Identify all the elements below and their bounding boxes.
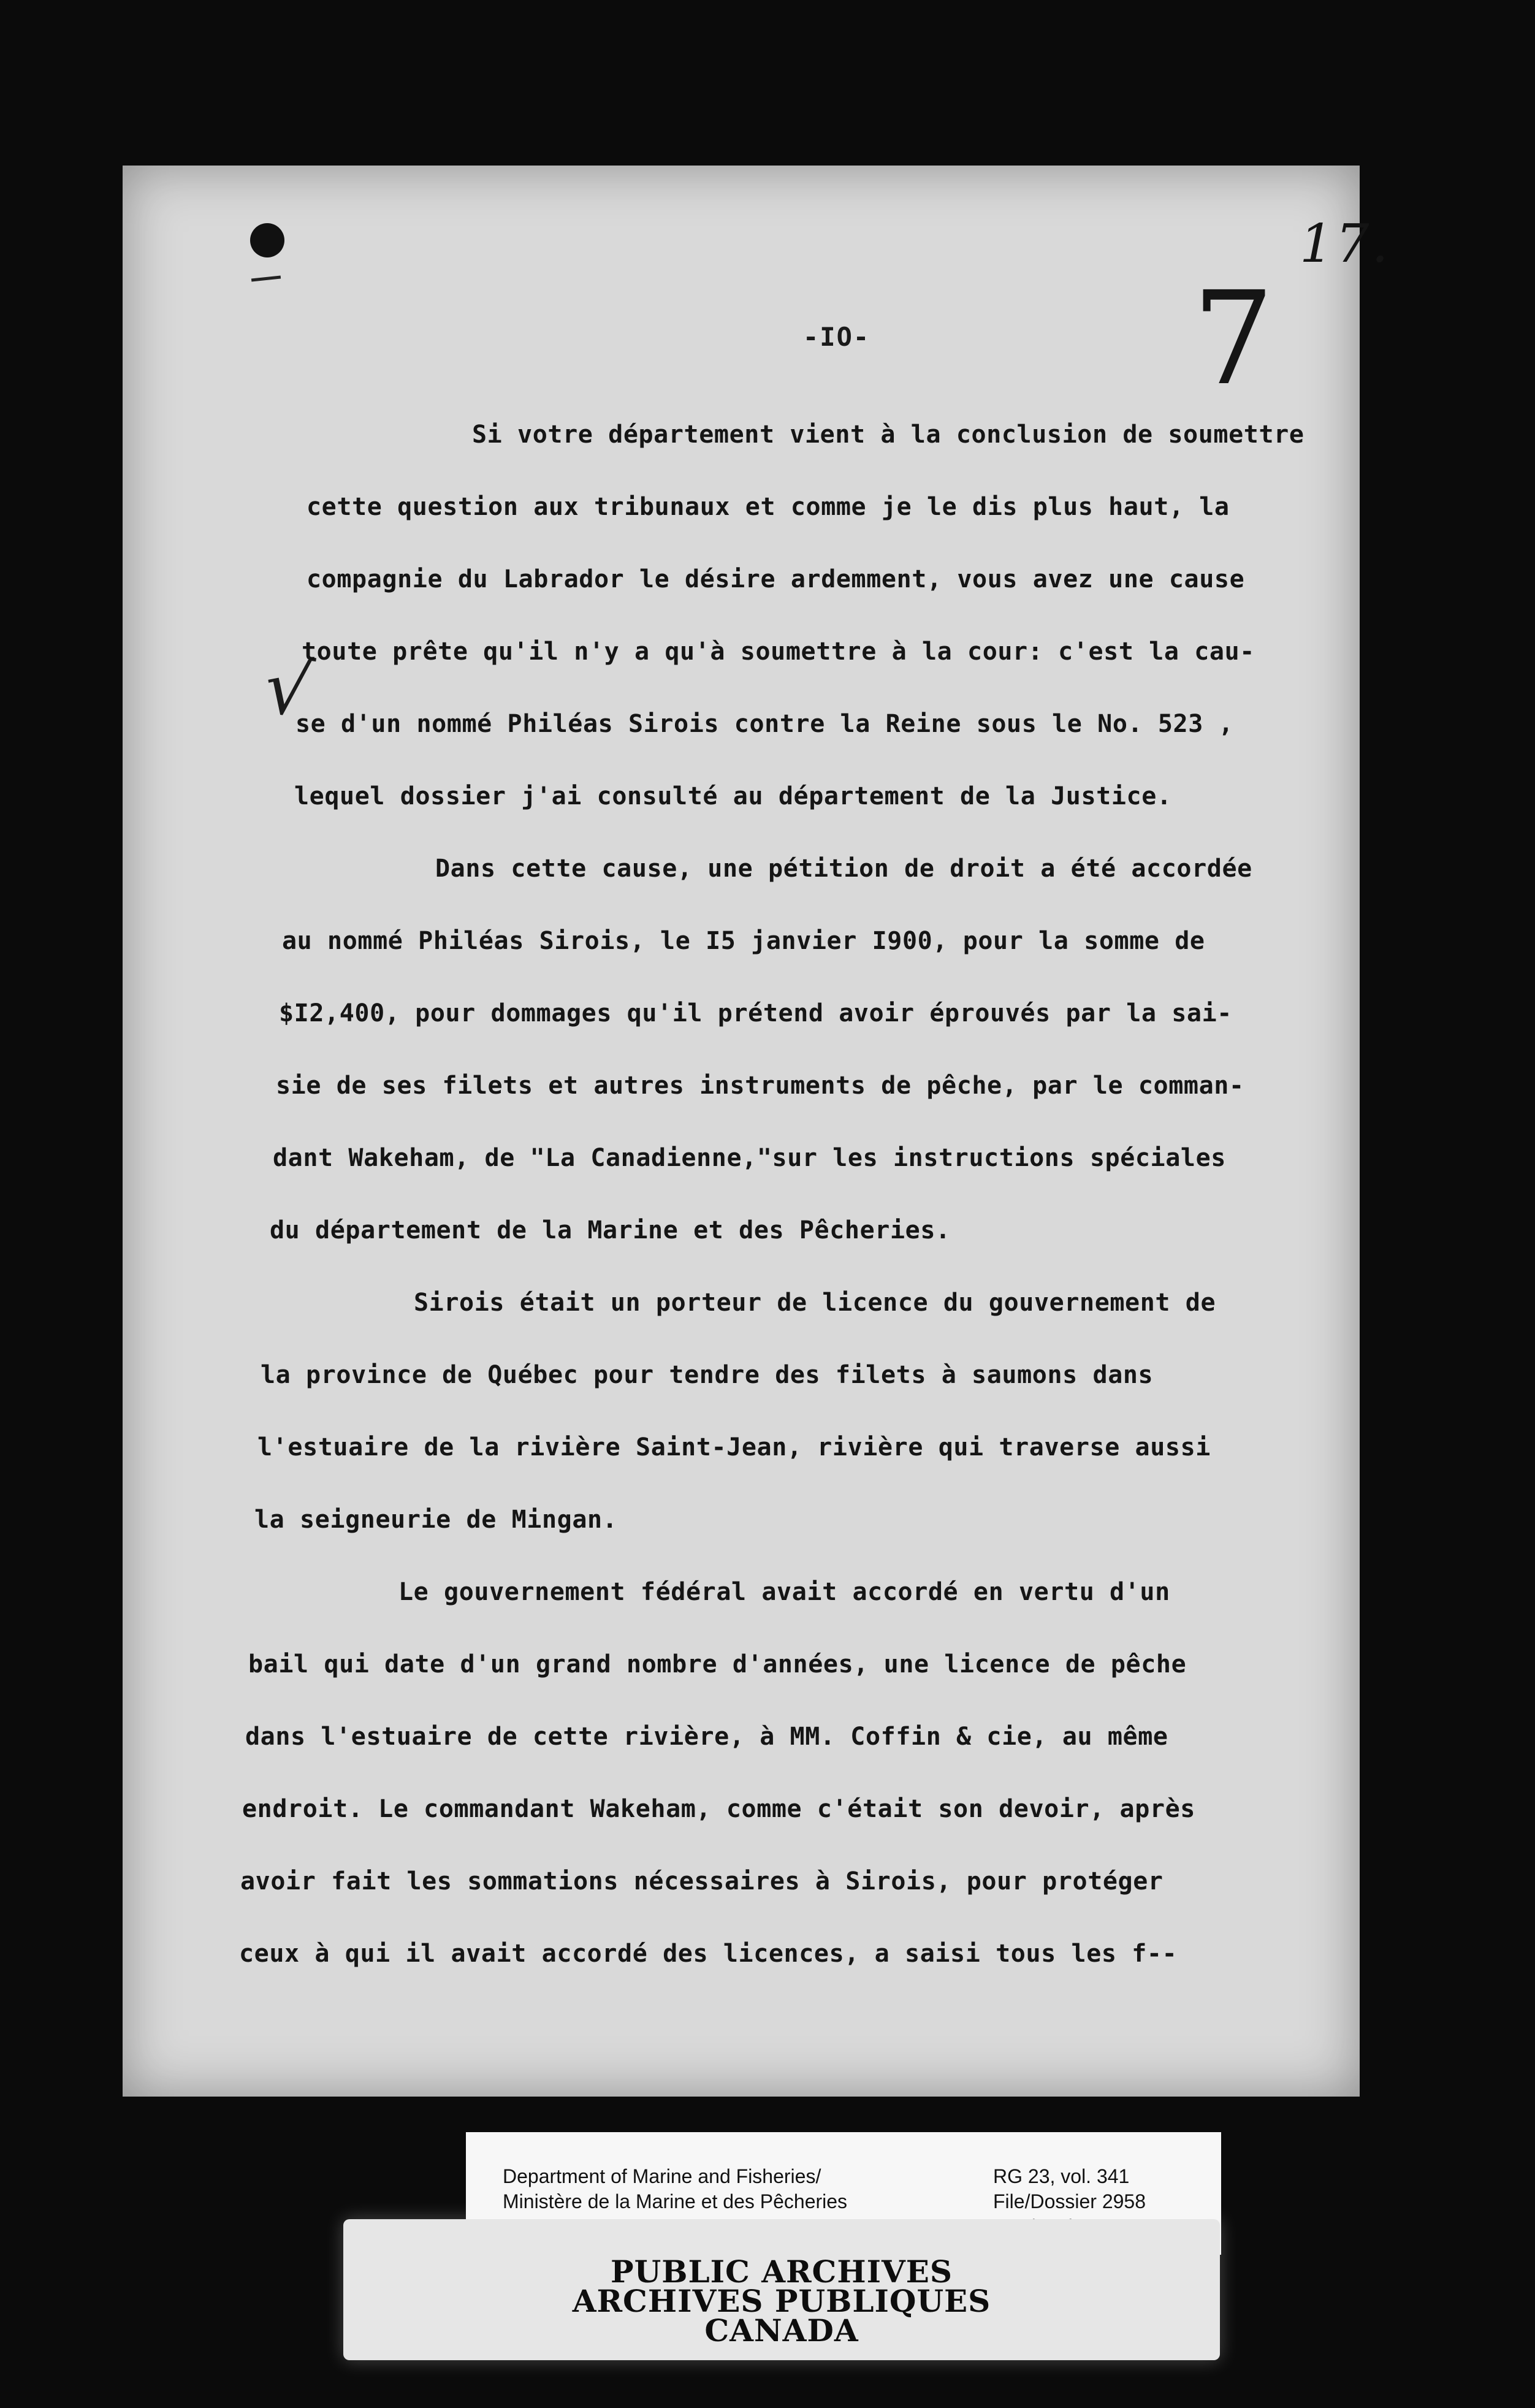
folio-number: 17. xyxy=(1300,213,1391,275)
text-line: endroit. Le commandant Wakeham, comme c'était son devoir, après xyxy=(242,1795,1195,1823)
text-line: au nommé Philéas Sirois, le I5 janvier I900, pour la somme de xyxy=(282,927,1205,955)
file-number: File/Dossier 2958 xyxy=(993,2190,1146,2212)
record-group: RG 23, vol. 341 xyxy=(993,2165,1130,2187)
text-line: avoir fait les sommations nécessaires à Sirois, pour protéger xyxy=(240,1867,1164,1896)
text-line: la seigneurie de Mingan. xyxy=(254,1506,618,1534)
check-mark-icon: √ xyxy=(259,644,318,735)
document-page xyxy=(123,166,1391,2097)
department-french: Ministère de la Marine et des Pêcheries xyxy=(503,2190,848,2212)
stamp-line-2: ARCHIVES PUBLIQUES xyxy=(572,2283,991,2319)
text-line: se d'un nommé Philéas Sirois contre la Reine sous le No. 523 , xyxy=(295,710,1234,738)
text-line: Sirois était un porteur de licence du gouvernement de xyxy=(414,1289,1216,1317)
department-english: Department of Marine and Fisheries/ xyxy=(503,2165,821,2187)
text-line: compagnie du Labrador le désire ardemment, vous avez une cause xyxy=(307,565,1245,593)
label-department xyxy=(503,2164,847,2214)
text-line: ceux à qui il avait accordé des licences, a saisi tous les f-- xyxy=(239,1940,1178,1968)
text-line: Le gouvernement fédéral avait accordé en vertu d'un xyxy=(398,1578,1170,1606)
text-line: dant Wakeham, de "La Canadienne,"sur les instructions spéciales xyxy=(273,1144,1226,1172)
stamp-line-1: PUBLIC ARCHIVES xyxy=(611,2254,953,2290)
page-number: -IO- xyxy=(803,322,870,352)
text-line: lequel dossier j'ai consulté au département de la Justice. xyxy=(294,782,1172,810)
margin-dash xyxy=(251,276,281,282)
text-line: Si votre département vient à la conclusion de soumettre xyxy=(472,421,1305,449)
text-line: toute prête qu'il n'y a qu'à soumettre à la cour: c'est la cau- xyxy=(302,638,1255,666)
text-line: $I2,400, pour dommages qu'il prétend avoir éprouvés par la sai- xyxy=(279,999,1232,1027)
punch-hole xyxy=(250,223,284,257)
handwritten-mark: 7 xyxy=(1192,264,1274,414)
text-line: Dans cette cause, une pétition de droit a été accordée xyxy=(435,855,1252,883)
typed-letter-body xyxy=(239,398,1453,1990)
text-line: dans l'estuaire de cette rivière, à MM. Coffin & cie, au même xyxy=(245,1723,1168,1751)
text-line: sie de ses filets et autres instruments de pêche, par le comman- xyxy=(276,1072,1244,1100)
text-line: l'estuaire de la rivière Saint-Jean, rivière qui traverse aussi xyxy=(257,1433,1211,1461)
archives-stamp xyxy=(343,2219,1220,2360)
text-line: la province de Québec pour tendre des filets à saumons dans xyxy=(261,1361,1154,1389)
text-line: du département de la Marine et des Pêcheries. xyxy=(270,1216,951,1244)
stamp-line-3: CANADA xyxy=(704,2312,859,2349)
text-line: bail qui date d'un grand nombre d'années, une licence de pêche xyxy=(248,1650,1187,1678)
text-line: cette question aux tribunaux et comme je le dis plus haut, la xyxy=(307,493,1230,521)
